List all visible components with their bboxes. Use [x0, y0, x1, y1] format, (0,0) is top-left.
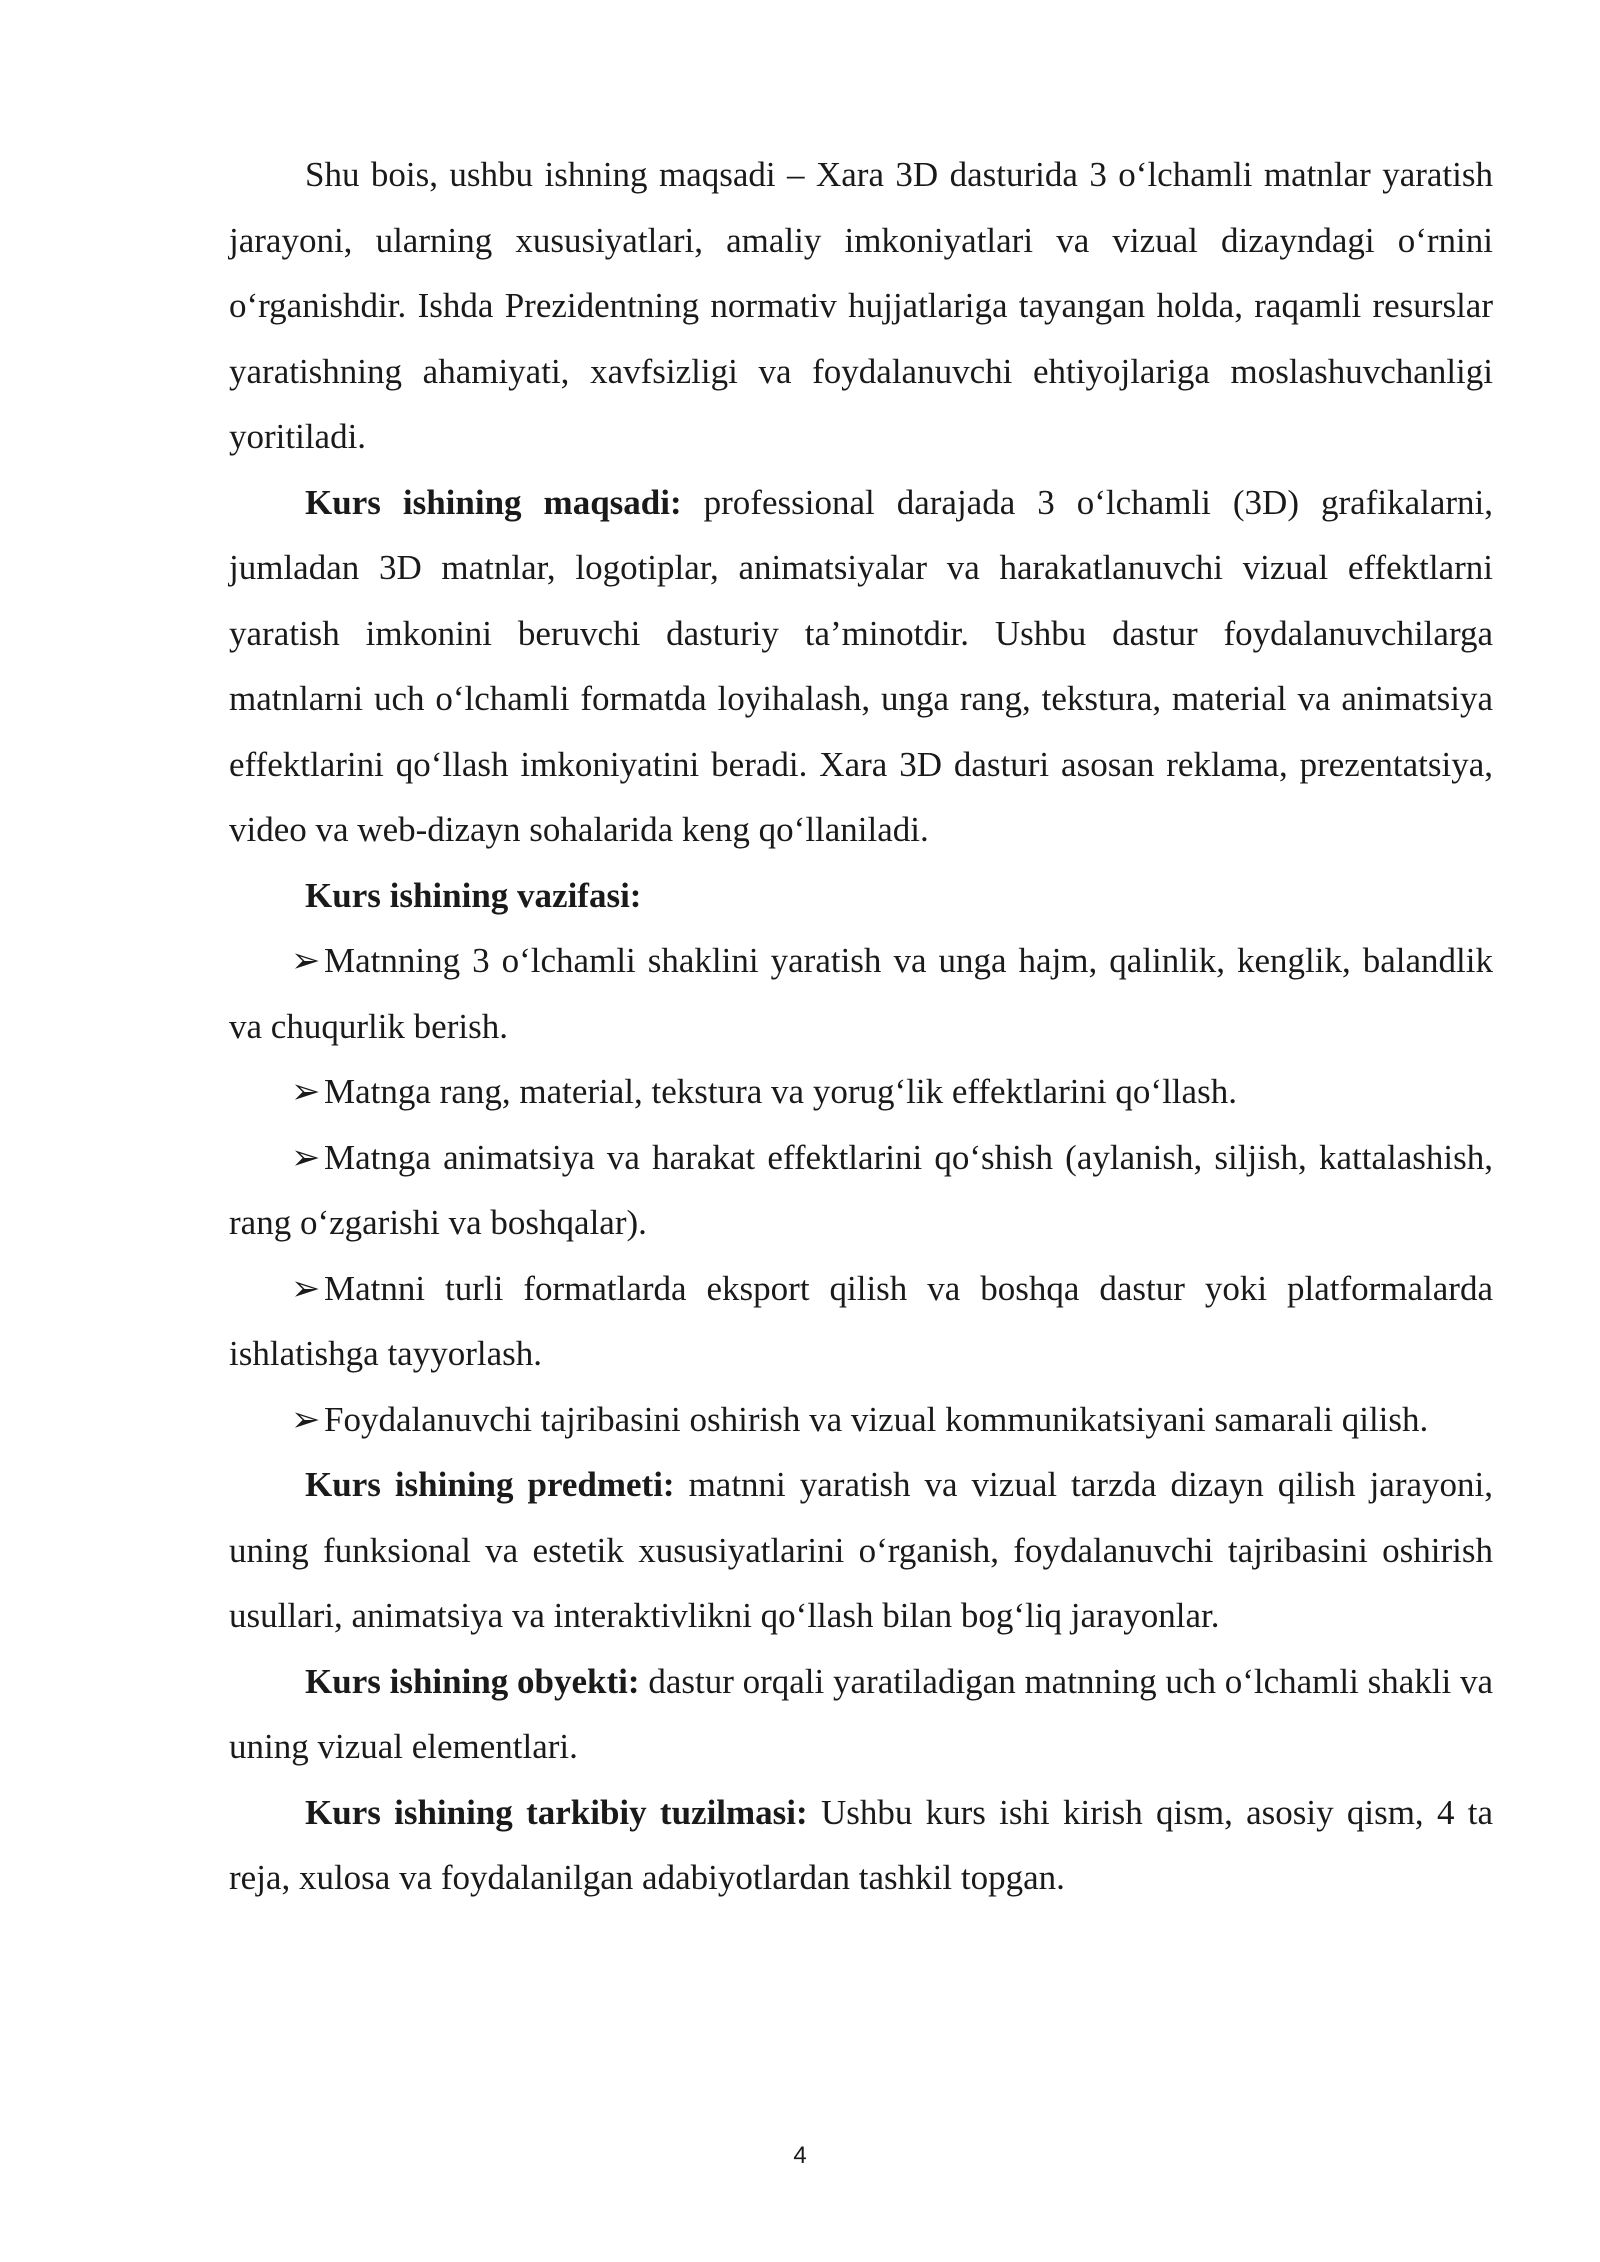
structure-label: Kurs ishining tarkibiy tuzilmasi: — [305, 1792, 808, 1832]
task-item — [229, 1387, 1493, 1453]
subject-label: Kurs ishining predmeti: — [305, 1465, 675, 1504]
task-item — [229, 1125, 1493, 1256]
goal-text: professional darajada 3 o‘lchamli (3D) grafikalarni, jumladan 3D matnlar, logotiplar, animatsiyalar va harakatlanuvchi vizual effektlarni yaratish imkonini beruvchi dasturiy ta’minotdir. Ushbu dastur foydalanuvchilarga matnlarni uch o‘lchamli formatda loyihalash, unga rang, tekstura, material va animatsiya effektlarini qo‘llash imkoniyatini beradi. Xara 3D dasturi asosan reklama, prezentatsiya, video va web-dizayn sohalarida keng qo‘llaniladi. — [229, 482, 1493, 849]
task-item — [229, 1059, 1493, 1125]
object-label: Kurs ishining obyekti: — [305, 1661, 640, 1701]
structure-text: Ushbu kurs ishi kirish qism, asosiy qism, 4 ta reja, xulosa va foydalanilgan adabiyotlardan tashkil topgan. — [229, 1792, 1493, 1897]
goal-label: Kurs ishining maqsadi: — [305, 482, 682, 522]
arrow-bullet-icon: ➢ — [291, 1072, 321, 1111]
subject-paragraph — [229, 1452, 1493, 1649]
page-number: 4 — [793, 2142, 807, 2169]
intro-paragraph — [229, 142, 1493, 470]
task-item-text: Matnga animatsiya va harakat effektlarini qo‘shish (aylanish, siljish, kattalashish, rang o‘zgarishi va boshqalar). — [229, 1137, 1493, 1242]
arrow-bullet-icon: ➢ — [291, 941, 321, 980]
arrow-bullet-icon: ➢ — [291, 1268, 321, 1308]
structure-paragraph — [229, 1780, 1493, 1911]
task-item — [229, 1256, 1493, 1387]
arrow-bullet-icon: ➢ — [291, 1399, 321, 1439]
task-item-text: Matnga rang, material, tekstura va yorug‘lik effektlarini qo‘llash. — [324, 1072, 1237, 1111]
tasks-heading: Kurs ishining vazifasi: — [305, 875, 642, 915]
object-paragraph — [229, 1649, 1493, 1780]
subject-text: matnni yaratish va vizual tarzda dizayn qilish jarayoni, uning funksional va estetik xususiyatlarini o‘rganish, foydalanuvchi tajribasini oshirish usullari, animatsiya va interaktivlikni qo‘llash bilan bog‘liq jarayonlar. — [229, 1465, 1493, 1635]
task-item-text: Matnni turli formatlarda eksport qilish va boshqa dastur yoki platformalarda ishlatishga tayyorlash. — [229, 1268, 1493, 1373]
task-item-text: Matnning 3 o‘lchamli shaklini yaratish va unga hajm, qalinlik, kenglik, balandlik va chuqurlik berish. — [229, 941, 1493, 1046]
object-text: dastur orqali yaratiladigan matnning uch o‘lchamli shakli va uning vizual elementlari. — [229, 1661, 1493, 1766]
task-item-text: Foydalanuvchi tajribasini oshirish va vizual kommunikatsiyani samarali qilish. — [324, 1399, 1429, 1439]
goal-paragraph — [229, 470, 1493, 863]
task-item — [229, 928, 1493, 1059]
arrow-bullet-icon: ➢ — [291, 1137, 321, 1177]
intro-text: Shu bois, ushbu ishning maqsadi – Xara 3D dasturida 3 o‘lchamli matnlar yaratish jarayoni, ularning xususiyatlari, amaliy imkoniyatlari va vizual dizayndagi o‘rnini o‘rganishdir. Ishda Prezidentning normativ hujjatlariga tayangan holda, raqamli resurslar yaratishning ahamiyati, xavfsizligi va foydalanuvchi ehtiyojlariga moslashuvchanligi yoritiladi. — [229, 155, 1493, 456]
document-page — [229, 142, 1493, 1911]
